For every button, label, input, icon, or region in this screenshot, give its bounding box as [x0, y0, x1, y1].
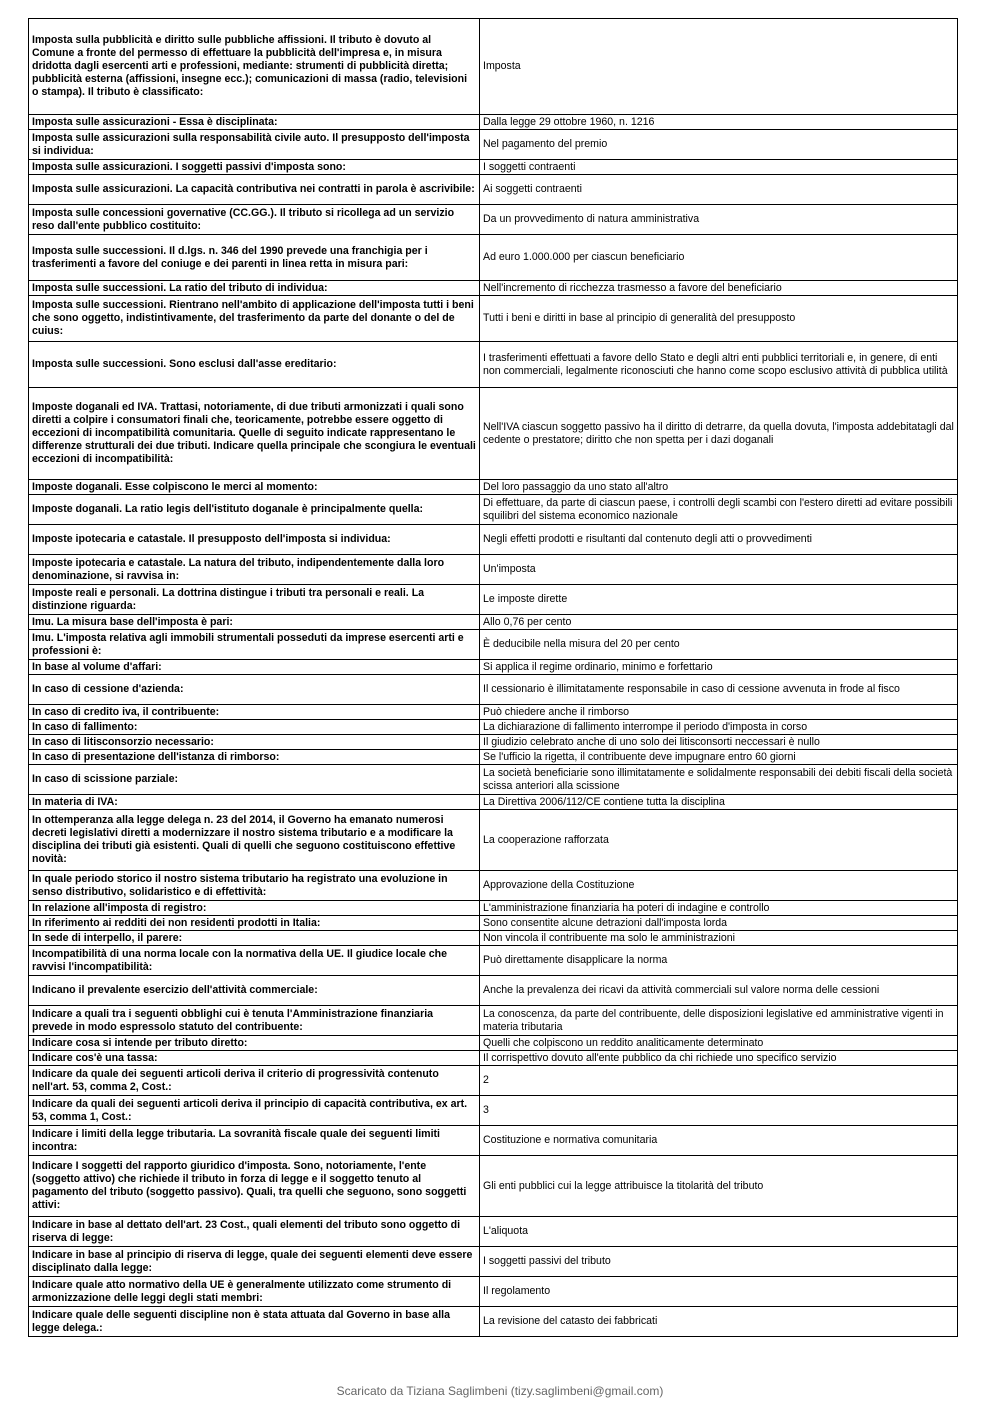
- answer-cell: Il corrispettivo dovuto all'ente pubblico da chi richiede uno specifico servizio: [480, 1051, 958, 1066]
- table-row: [29, 630, 958, 660]
- table-row: [29, 931, 958, 946]
- answer-cell: Sono consentite alcune detrazioni dall'imposta lorda: [480, 916, 958, 931]
- question-cell: Indicare da quali dei seguenti articoli deriva il principio di capacità contributiva, ex art. 53, comma 1, Cost.:: [29, 1096, 480, 1126]
- question-cell: Indicare quale atto normativo della UE è generalmente utilizzato come strumento di armonizzazione delle leggi degli stati membri:: [29, 1277, 480, 1307]
- table-row: [29, 1247, 958, 1277]
- table-row: [29, 795, 958, 810]
- table-row: [29, 615, 958, 630]
- answer-cell: Nell'IVA ciascun soggetto passivo ha il diritto di detrarre, da quella dovuta, l'imposta addebitatagli dal cedente o prestatore; diritto che non spetta per i dazi doganali: [480, 388, 958, 480]
- table-row: [29, 1096, 958, 1126]
- table-row: [29, 342, 958, 388]
- table-row: [29, 750, 958, 765]
- answer-cell: Imposta: [480, 19, 958, 115]
- download-footer: Scaricato da Tiziana Saglimbeni (tizy.saglimbeni@gmail.com): [336, 1384, 664, 1398]
- question-cell: Imposta sulle successioni. Sono esclusi dall'asse ereditario:: [29, 342, 480, 388]
- table-row: [29, 1126, 958, 1156]
- answer-cell: La dichiarazione di fallimento interrompe il periodo d'imposta in corso: [480, 720, 958, 735]
- question-cell: Imposta sulle assicurazioni. I soggetti passivi d'imposta sono:: [29, 160, 480, 175]
- question-cell: Indicare quale delle seguenti discipline non è stata attuata dal Governo in base alla legge delega.:: [29, 1307, 480, 1337]
- answer-cell: Dalla legge 29 ottobre 1960, n. 1216: [480, 115, 958, 130]
- table-row: [29, 1006, 958, 1036]
- answer-cell: Quelli che colpiscono un reddito analiticamente determinato: [480, 1036, 958, 1051]
- question-cell: In relazione all'imposta di registro:: [29, 901, 480, 916]
- question-cell: Indicare in base al dettato dell'art. 23 Cost., quali elementi del tributo sono oggetto di riserva di legge:: [29, 1217, 480, 1247]
- answer-cell: La Direttiva 2006/112/CE contiene tutta la disciplina: [480, 795, 958, 810]
- answer-cell: 2: [480, 1066, 958, 1096]
- question-cell: Indicare a quali tra i seguenti obblighi cui è tenuta l'Amministrazione finanziaria prevede in modo espressolo statuto del contribuente:: [29, 1006, 480, 1036]
- table-row: [29, 946, 958, 976]
- table-row: [29, 705, 958, 720]
- answer-cell: È deducibile nella misura del 20 per cento: [480, 630, 958, 660]
- answer-cell: I trasferimenti effettuati a favore dello Stato e degli altri enti pubblici territoriali e, in genere, di enti non commerciali, legalmente riconosciuti che hanno come scopo esclusivo attività di pubblica utilità: [480, 342, 958, 388]
- question-cell: In base al volume d'affari:: [29, 660, 480, 675]
- question-cell: Indicare cos'è una tassa:: [29, 1051, 480, 1066]
- question-cell: Incompatibilità di una norma locale con la normativa della UE. Il giudice locale che ravvisi l'incompatibilità:: [29, 946, 480, 976]
- answer-cell: Il giudizio celebrato anche di uno solo dei litisconsorti neccessari è nullo: [480, 735, 958, 750]
- answer-cell: Si applica il regime ordinario, minimo e forfettario: [480, 660, 958, 675]
- table-row: [29, 675, 958, 705]
- table-row: [29, 235, 958, 281]
- question-cell: Imposta sulle assicurazioni sulla responsabilità civile auto. Il presupposto dell'imposta si individua:: [29, 130, 480, 160]
- answer-cell: Un'imposta: [480, 555, 958, 585]
- question-cell: In sede di interpello, il parere:: [29, 931, 480, 946]
- question-cell: Imposta sulle successioni. Il d.lgs. n. 346 del 1990 prevede una franchigia per i trasferimenti a favore del coniuge e dei parenti in linea retta in misura pari:: [29, 235, 480, 281]
- table-row: [29, 130, 958, 160]
- table-row: [29, 480, 958, 495]
- question-cell: Indicano il prevalente esercizio dell'attività commerciale:: [29, 976, 480, 1006]
- question-cell: In riferimento ai redditi dei non residenti prodotti in Italia:: [29, 916, 480, 931]
- table-row: [29, 720, 958, 735]
- question-cell: Imposte reali e personali. La dottrina distingue i tributi tra personali e reali. La distinzione riguarda:: [29, 585, 480, 615]
- answer-cell: La revisione del catasto dei fabbricati: [480, 1307, 958, 1337]
- answer-cell: Negli effetti prodotti e risultanti dal contenuto degli atti o provvedimenti: [480, 525, 958, 555]
- table-row: [29, 388, 958, 480]
- question-cell: Imposte doganali ed IVA. Trattasi, notoriamente, di due tributi armonizzati i quali sono diretti a colpire i consumatori finali che, teoricamente, potrebbe essere oggetto di eccezioni di incompatibilità comunitaria. Quelle di seguito indicate rappresentano le differenze strutturali dei due tributi. Indicare quella principale che scongiura le eventuali eccezioni di incompatibilità:: [29, 388, 480, 480]
- table-row: [29, 1051, 958, 1066]
- table-row: [29, 871, 958, 901]
- table-row: [29, 19, 958, 115]
- answer-cell: I soggetti passivi del tributo: [480, 1247, 958, 1277]
- table-row: [29, 765, 958, 795]
- table-row: [29, 660, 958, 675]
- answer-cell: Le imposte dirette: [480, 585, 958, 615]
- table-row: [29, 901, 958, 916]
- table-row: [29, 160, 958, 175]
- answer-cell: Se l'ufficio la rigetta, il contribuente deve impugnare entro 60 giorni: [480, 750, 958, 765]
- answer-cell: Da un provvedimento di natura amministrativa: [480, 205, 958, 235]
- question-cell: Indicare I soggetti del rapporto giuridico d'imposta. Sono, notoriamente, l'ente (soggetto attivo) che richiede il tributo in forza di legge e il soggetto tenuto al pagamento del tributo (soggetto passivo). Quali, tra quelli che seguono, sono soggetti attivi:: [29, 1156, 480, 1217]
- table-row: [29, 115, 958, 130]
- question-cell: In ottemperanza alla legge delega n. 23 del 2014, il Governo ha emanato numerosi decreti legislativi diretti a modernizzare il nostro sistema tributario e a modificare la disciplina dei tributi già esistenti. Quali di quelli che seguono costituiscono effettive novità:: [29, 810, 480, 871]
- question-cell: Indicare cosa si intende per tributo diretto:: [29, 1036, 480, 1051]
- answer-cell: La conoscenza, da parte del contribuente, delle disposizioni legislative ed amministrative vigenti in materia tributaria: [480, 1006, 958, 1036]
- answer-cell: Il regolamento: [480, 1277, 958, 1307]
- answer-cell: L'aliquota: [480, 1217, 958, 1247]
- question-cell: In caso di presentazione dell'istanza di rimborso:: [29, 750, 480, 765]
- question-cell: Imu. La misura base dell'imposta è pari:: [29, 615, 480, 630]
- answer-cell: Di effettuare, da parte di ciascun paese, i controlli degli scambi con l'estero diretti ad evitare possibili squilibri del sistema economico nazionale: [480, 495, 958, 525]
- table-row: [29, 735, 958, 750]
- table-row: [29, 205, 958, 235]
- question-cell: Imposta sulle successioni. Rientrano nell'ambito di applicazione dell'imposta tutti i beni che sono oggetto, indistintivamente, del trasferimento da parte del donante o del de cuius:: [29, 296, 480, 342]
- qa-table-body: [29, 19, 958, 1337]
- question-cell: Imposte doganali. Esse colpiscono le merci al momento:: [29, 480, 480, 495]
- table-row: [29, 1156, 958, 1217]
- question-cell: In materia di IVA:: [29, 795, 480, 810]
- answer-cell: Allo 0,76 per cento: [480, 615, 958, 630]
- question-cell: In quale periodo storico il nostro sistema tributario ha registrato una evoluzione in senso distributivo, solidaristico e di effettività:: [29, 871, 480, 901]
- answer-cell: L'amministrazione finanziaria ha poteri di indagine e controllo: [480, 901, 958, 916]
- question-cell: Imu. L'imposta relativa agli immobili strumentali posseduti da imprese esercenti arti e professioni è:: [29, 630, 480, 660]
- question-cell: Indicare i limiti della legge tributaria. La sovranità fiscale quale dei seguenti limiti incontra:: [29, 1126, 480, 1156]
- answer-cell: Il cessionario è illimitatamente responsabile in caso di cessione avvenuta in frode al fisco: [480, 675, 958, 705]
- table-row: [29, 296, 958, 342]
- question-cell: In caso di credito iva, il contribuente:: [29, 705, 480, 720]
- table-row: [29, 976, 958, 1006]
- table-row: [29, 1307, 958, 1337]
- answer-cell: Può direttamente disapplicare la norma: [480, 946, 958, 976]
- question-cell: Imposta sulle assicurazioni. La capacità contributiva nei contratti in parola è ascrivibile:: [29, 175, 480, 205]
- table-row: [29, 495, 958, 525]
- table-row: [29, 916, 958, 931]
- answer-cell: Gli enti pubblici cui la legge attribuisce la titolarità del tributo: [480, 1156, 958, 1217]
- answer-cell: Ai soggetti contraenti: [480, 175, 958, 205]
- qa-table: [28, 18, 958, 1337]
- answer-cell: Costituzione e normativa comunitaria: [480, 1126, 958, 1156]
- answer-cell: Nel pagamento del premio: [480, 130, 958, 160]
- answer-cell: I soggetti contraenti: [480, 160, 958, 175]
- question-cell: In caso di fallimento:: [29, 720, 480, 735]
- table-row: [29, 175, 958, 205]
- table-row: [29, 585, 958, 615]
- answer-cell: La cooperazione rafforzata: [480, 810, 958, 871]
- question-cell: Imposte ipotecaria e catastale. La natura del tributo, indipendentemente dalla loro denominazione, si ravvisa in:: [29, 555, 480, 585]
- question-cell: Imposta sulle successioni. La ratio del tributo di individua:: [29, 281, 480, 296]
- table-row: [29, 555, 958, 585]
- answer-cell: Nell'incremento di ricchezza trasmesso a favore del beneficiario: [480, 281, 958, 296]
- answer-cell: La società beneficiarie sono illimitatamente e solidalmente responsabili dei debiti fiscali della società scissa anteriori alla scissione: [480, 765, 958, 795]
- question-cell: Imposte doganali. La ratio legis dell'istituto doganale è principalmente quella:: [29, 495, 480, 525]
- answer-cell: Approvazione della Costituzione: [480, 871, 958, 901]
- table-row: [29, 1217, 958, 1247]
- table-row: [29, 810, 958, 871]
- table-row: [29, 1277, 958, 1307]
- answer-cell: Può chiedere anche il rimborso: [480, 705, 958, 720]
- table-row: [29, 281, 958, 296]
- question-cell: In caso di cessione d'azienda:: [29, 675, 480, 705]
- answer-cell: Del loro passaggio da uno stato all'altro: [480, 480, 958, 495]
- question-cell: In caso di scissione parziale:: [29, 765, 480, 795]
- answer-cell: Ad euro 1.000.000 per ciascun beneficiario: [480, 235, 958, 281]
- table-row: [29, 1036, 958, 1051]
- answer-cell: Non vincola il contribuente ma solo le amministrazioni: [480, 931, 958, 946]
- question-cell: Imposta sulle assicurazioni - Essa è disciplinata:: [29, 115, 480, 130]
- answer-cell: Tutti i beni e diritti in base al principio di generalità del presupposto: [480, 296, 958, 342]
- question-cell: In caso di litisconsorzio necessario:: [29, 735, 480, 750]
- table-row: [29, 1066, 958, 1096]
- answer-cell: 3: [480, 1096, 958, 1126]
- question-cell: Indicare in base al principio di riserva di legge, quale dei seguenti elementi deve essere disciplinato dalla legge:: [29, 1247, 480, 1277]
- question-cell: Imposta sulla pubblicità e diritto sulle pubbliche affissioni. Il tributo è dovuto al Comune a fronte del permesso di effettuare la pubblicità dell'impresa e, in misura dridotta dagli esercenti arti e professioni, mediante: strumenti di pubblicità diretta; pubblicità esterna (affissioni, insegne ecc.); comunicazioni di massa (radio, televisioni o stampa). Il tributo è classificato:: [29, 19, 480, 115]
- question-cell: Imposte ipotecaria e catastale. Il presupposto dell'imposta si individua:: [29, 525, 480, 555]
- answer-cell: Anche la prevalenza dei ricavi da attività commerciali sul valore norma delle cessioni: [480, 976, 958, 1006]
- question-cell: Imposta sulle concessioni governative (CC.GG.). Il tributo si ricollega ad un servizio reso dall'ente pubblico costituito:: [29, 205, 480, 235]
- table-row: [29, 525, 958, 555]
- question-cell: Indicare da quale dei seguenti articoli deriva il criterio di progressività contenuto nell'art. 53, comma 2, Cost.:: [29, 1066, 480, 1096]
